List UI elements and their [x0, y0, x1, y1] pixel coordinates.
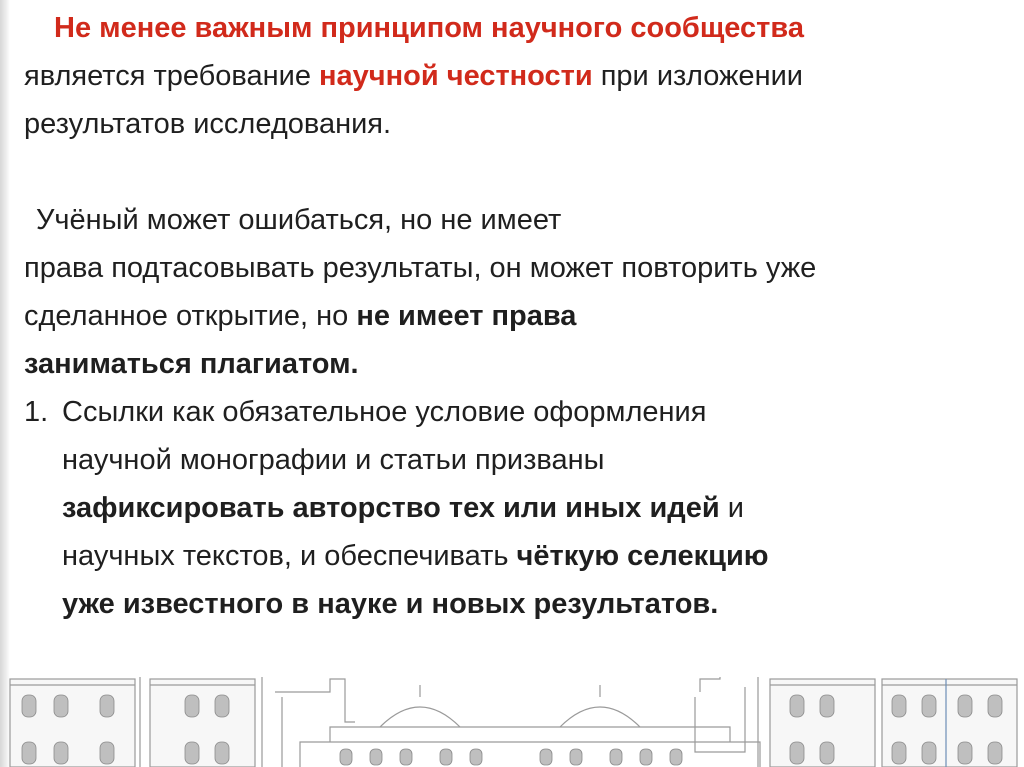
list-number: 1. [24, 396, 49, 428]
p1-line1 [24, 4, 1009, 52]
building-facade-illustration [0, 667, 1024, 767]
item1-line3-text: и [719, 492, 744, 524]
p2-line3-text: сделанное открытие, но [24, 300, 357, 332]
list-item-body [62, 388, 1009, 628]
item1-line1: Ссылки как обязательное условие оформления [62, 396, 707, 428]
item1-line4-text: научных текстов, и обеспечивать [62, 540, 517, 572]
p2-line2: права подтасовывать результаты, он может повторить уже [24, 252, 817, 284]
item1-line5: уже известного в науке и новых результатов. [62, 588, 719, 620]
p1-heading-red: Не менее важным принципом научного сообщества [54, 12, 804, 44]
item1-line2: научной монографии и статьи призваны [62, 444, 605, 476]
item1-line3 [62, 484, 1009, 532]
p1-line2-text-b: при изложении [592, 60, 803, 92]
scientific-honesty-highlight: научной честности [319, 60, 593, 92]
p1-line3: результатов исследования. [24, 108, 392, 140]
no-right-bold: не имеет права [356, 300, 577, 332]
slide-text [24, 4, 1009, 628]
p2-line3 [24, 292, 1009, 340]
p2-line4-plagiarism: заниматься плагиатом. [24, 348, 359, 380]
authorship-bold: зафиксировать авторство тех или иных идей [62, 492, 720, 524]
p2-line1: Учёный может ошибаться, но не имеет [36, 204, 562, 236]
paragraph-spacer [24, 148, 1009, 196]
p1-line2-text-a: является требование [24, 60, 320, 92]
p1-line2 [24, 52, 1009, 100]
clear-selection-bold: чёткую селекцию [516, 540, 769, 572]
item1-line4 [62, 532, 1009, 580]
left-edge-shadow [0, 0, 10, 767]
list-item-1 [24, 388, 1009, 628]
